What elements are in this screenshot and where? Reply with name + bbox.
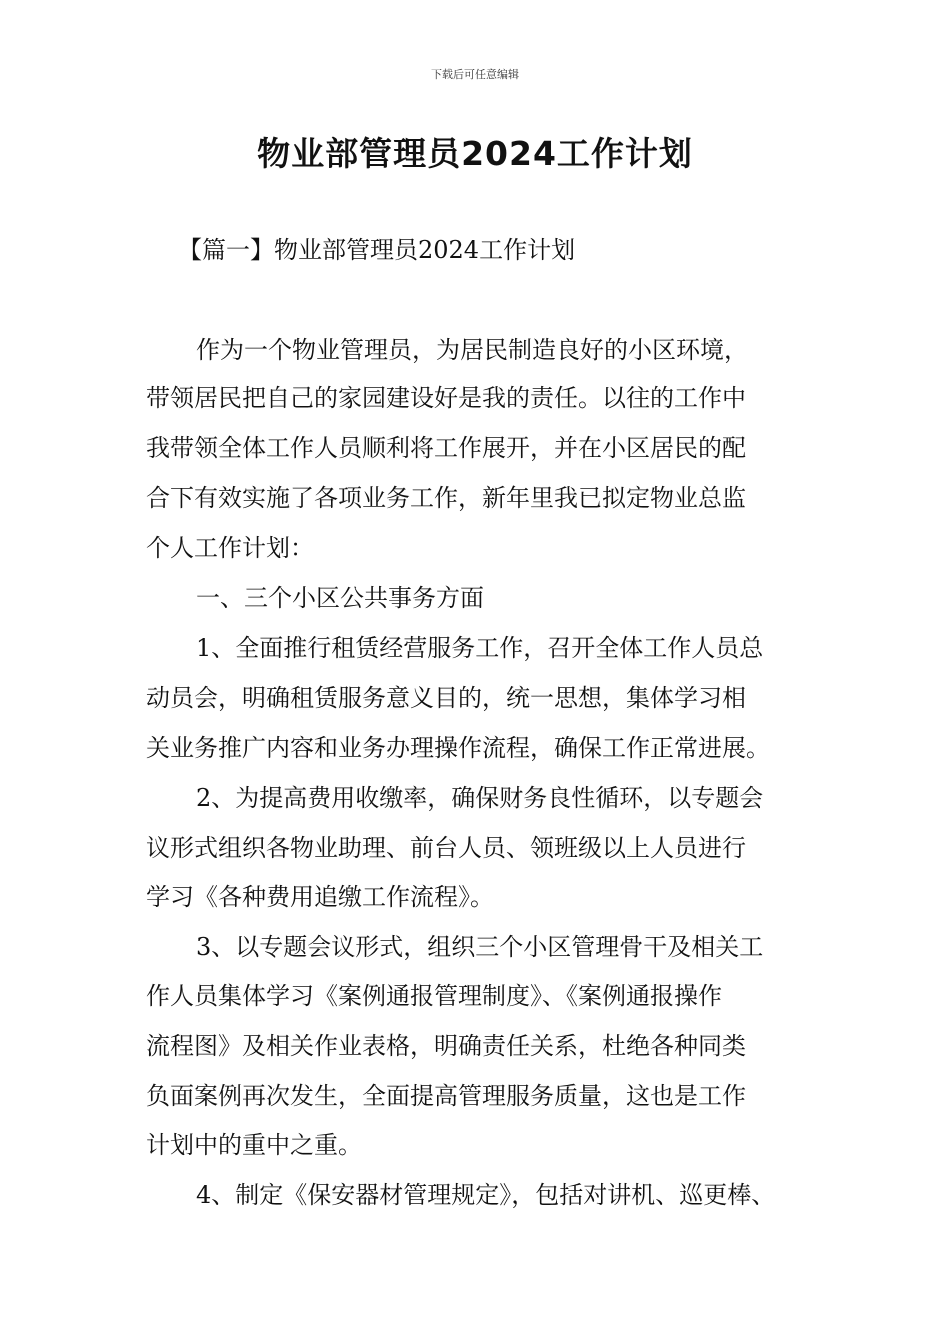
paragraph-line: 关业务推广内容和业务办理操作流程，确保工作正常进展。 [146,734,770,762]
subsection-heading: 一、三个小区公共事务方面 [196,584,484,612]
paragraph-line: 作人员集体学习《案例通报管理制度》、《案例通报操作 [146,982,722,1010]
paragraph-line: 2、为提高费用收缴率，确保财务良性循环，以专题会 [196,784,764,812]
paragraph-line: 合下有效实施了各项业务工作，新年里我已拟定物业总监 [146,484,746,512]
paragraph-line: 我带领全体工作人员顺利将工作展开，并在小区居民的配 [146,434,746,462]
paragraph-line: 负面案例再次发生，全面提高管理服务质量，这也是工作 [146,1082,746,1110]
paragraph-line: 3、以专题会议形式，组织三个小区管理骨干及相关工 [196,933,764,961]
section-heading: 【篇一】物业部管理员2024工作计划 [178,236,576,264]
document-title: 物业部管理员2024工作计划 [257,134,693,173]
paragraph-line: 计划中的重中之重。 [146,1131,362,1159]
paragraph-line: 流程图》及相关作业表格，明确责任关系，杜绝各种同类 [146,1032,746,1060]
paragraph-line: 1、全面推行租赁经营服务工作，召开全体工作人员总 [196,634,764,662]
paragraph-line: 4、制定《保安器材管理规定》，包括对讲机、巡更棒、 [196,1181,776,1209]
paragraph-line: 动员会，明确租赁服务意义目的，统一思想，集体学习相 [146,684,746,712]
paragraph-line: 个人工作计划： [146,534,314,562]
paragraph-line: 带领居民把自己的家园建设好是我的责任。以往的工作中 [146,384,746,412]
header-note: 下载后可任意编辑 [431,68,519,81]
paragraph-line: 议形式组织各物业助理、前台人员、领班级以上人员进行 [146,834,746,862]
paragraph-line: 学习《各种费用追缴工作流程》。 [146,883,494,911]
paragraph-line: 作为一个物业管理员，为居民制造良好的小区环境， [196,336,748,364]
